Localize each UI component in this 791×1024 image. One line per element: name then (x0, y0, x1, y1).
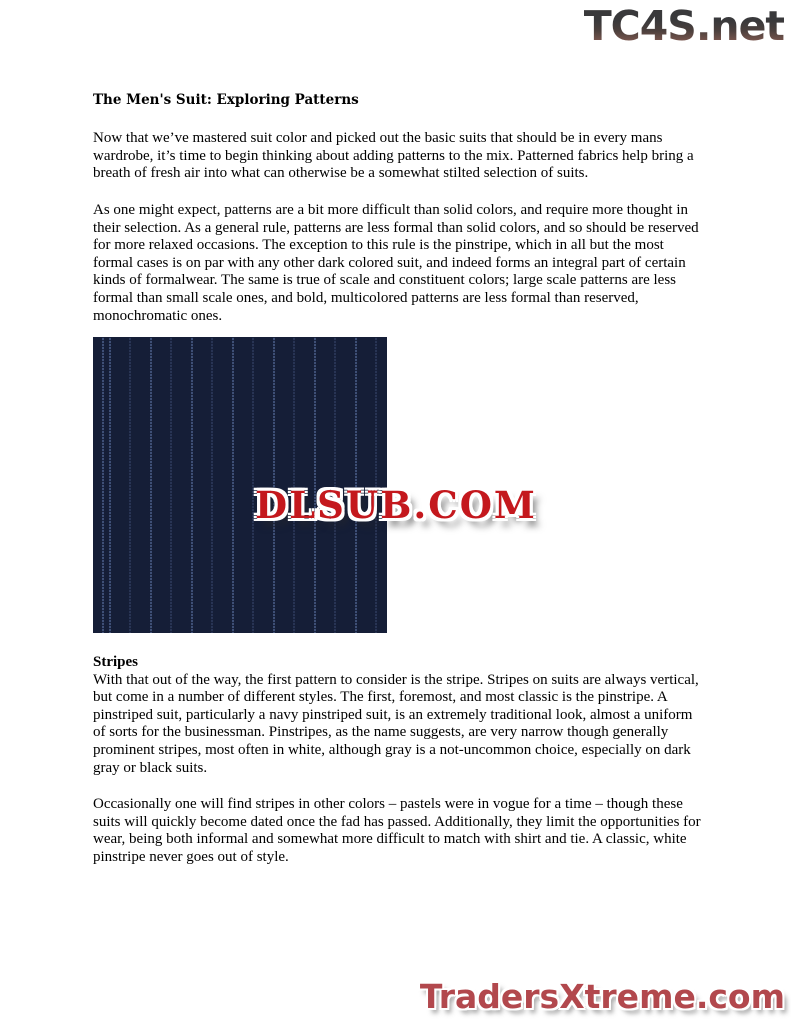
stripes-paragraph-1: With that out of the way, the first pattern to consider is the stripe. Stripes on suits are always vertical, but come in a number of different styles. The first, foremost, and most classic is the pinstripe. A pinstriped suit, particularly a navy pinstriped suit, is an extremely traditional look, almost a uniform of sorts for the businessman. Pinstripes, as the name suggests, are very narrow though generally prominent stripes, most often in white, although gray is a not-uncommon choice, especially on dark gray or black suits. (93, 671, 699, 776)
article-title: The Men's Suit: Exploring Patterns (93, 92, 359, 108)
pinstripe-fabric-image (93, 337, 537, 633)
intro-paragraph-2: As one might expect, patterns are a bit more difficult than solid colors, and require more thought in their selection. As a general rule, patterns are less formal than solid colors, and so should be reserved for more relaxed occasions. The exception to this rule is the pinstripe, which in all but the most formal cases is on par with any other dark colored suit, and indeed forms an integral part of certain kinds of formalwear. The same is true of scale and constituent colors; large scale patterns are less formal than small scale ones, and bold, multicolored patterns are less formal than reserved, monochromatic ones. (93, 202, 699, 324)
intro-paragraph-1: Now that we’ve mastered suit color and picked out the basic suits that should be in every mans wardrobe, it’s time to begin thinking about adding patterns to the mix. Patterned fabrics help bring a breath of fresh air into what can otherwise be a somewhat stilted selection of suits. (93, 130, 694, 182)
stripes-paragraph-2: Occasionally one will find stripes in other colors – pastels were in vogue for a time – though these suits will quickly become dated once the fad has passed. Additionally, they limit the opportunities for wear, being both informal and somewhat more difficult to match with shirt and tie. A classic, white pinstripe never goes out of style. (93, 796, 701, 865)
section-heading-stripes: Stripes (93, 654, 138, 670)
stripes-section (93, 654, 706, 777)
dlsub-watermark: DLSUB.COM (255, 483, 537, 527)
tc4s-logo-watermark: TC4S.net (583, 2, 784, 50)
tradersxtreme-watermark: TradersXtreme.com (419, 977, 785, 1016)
